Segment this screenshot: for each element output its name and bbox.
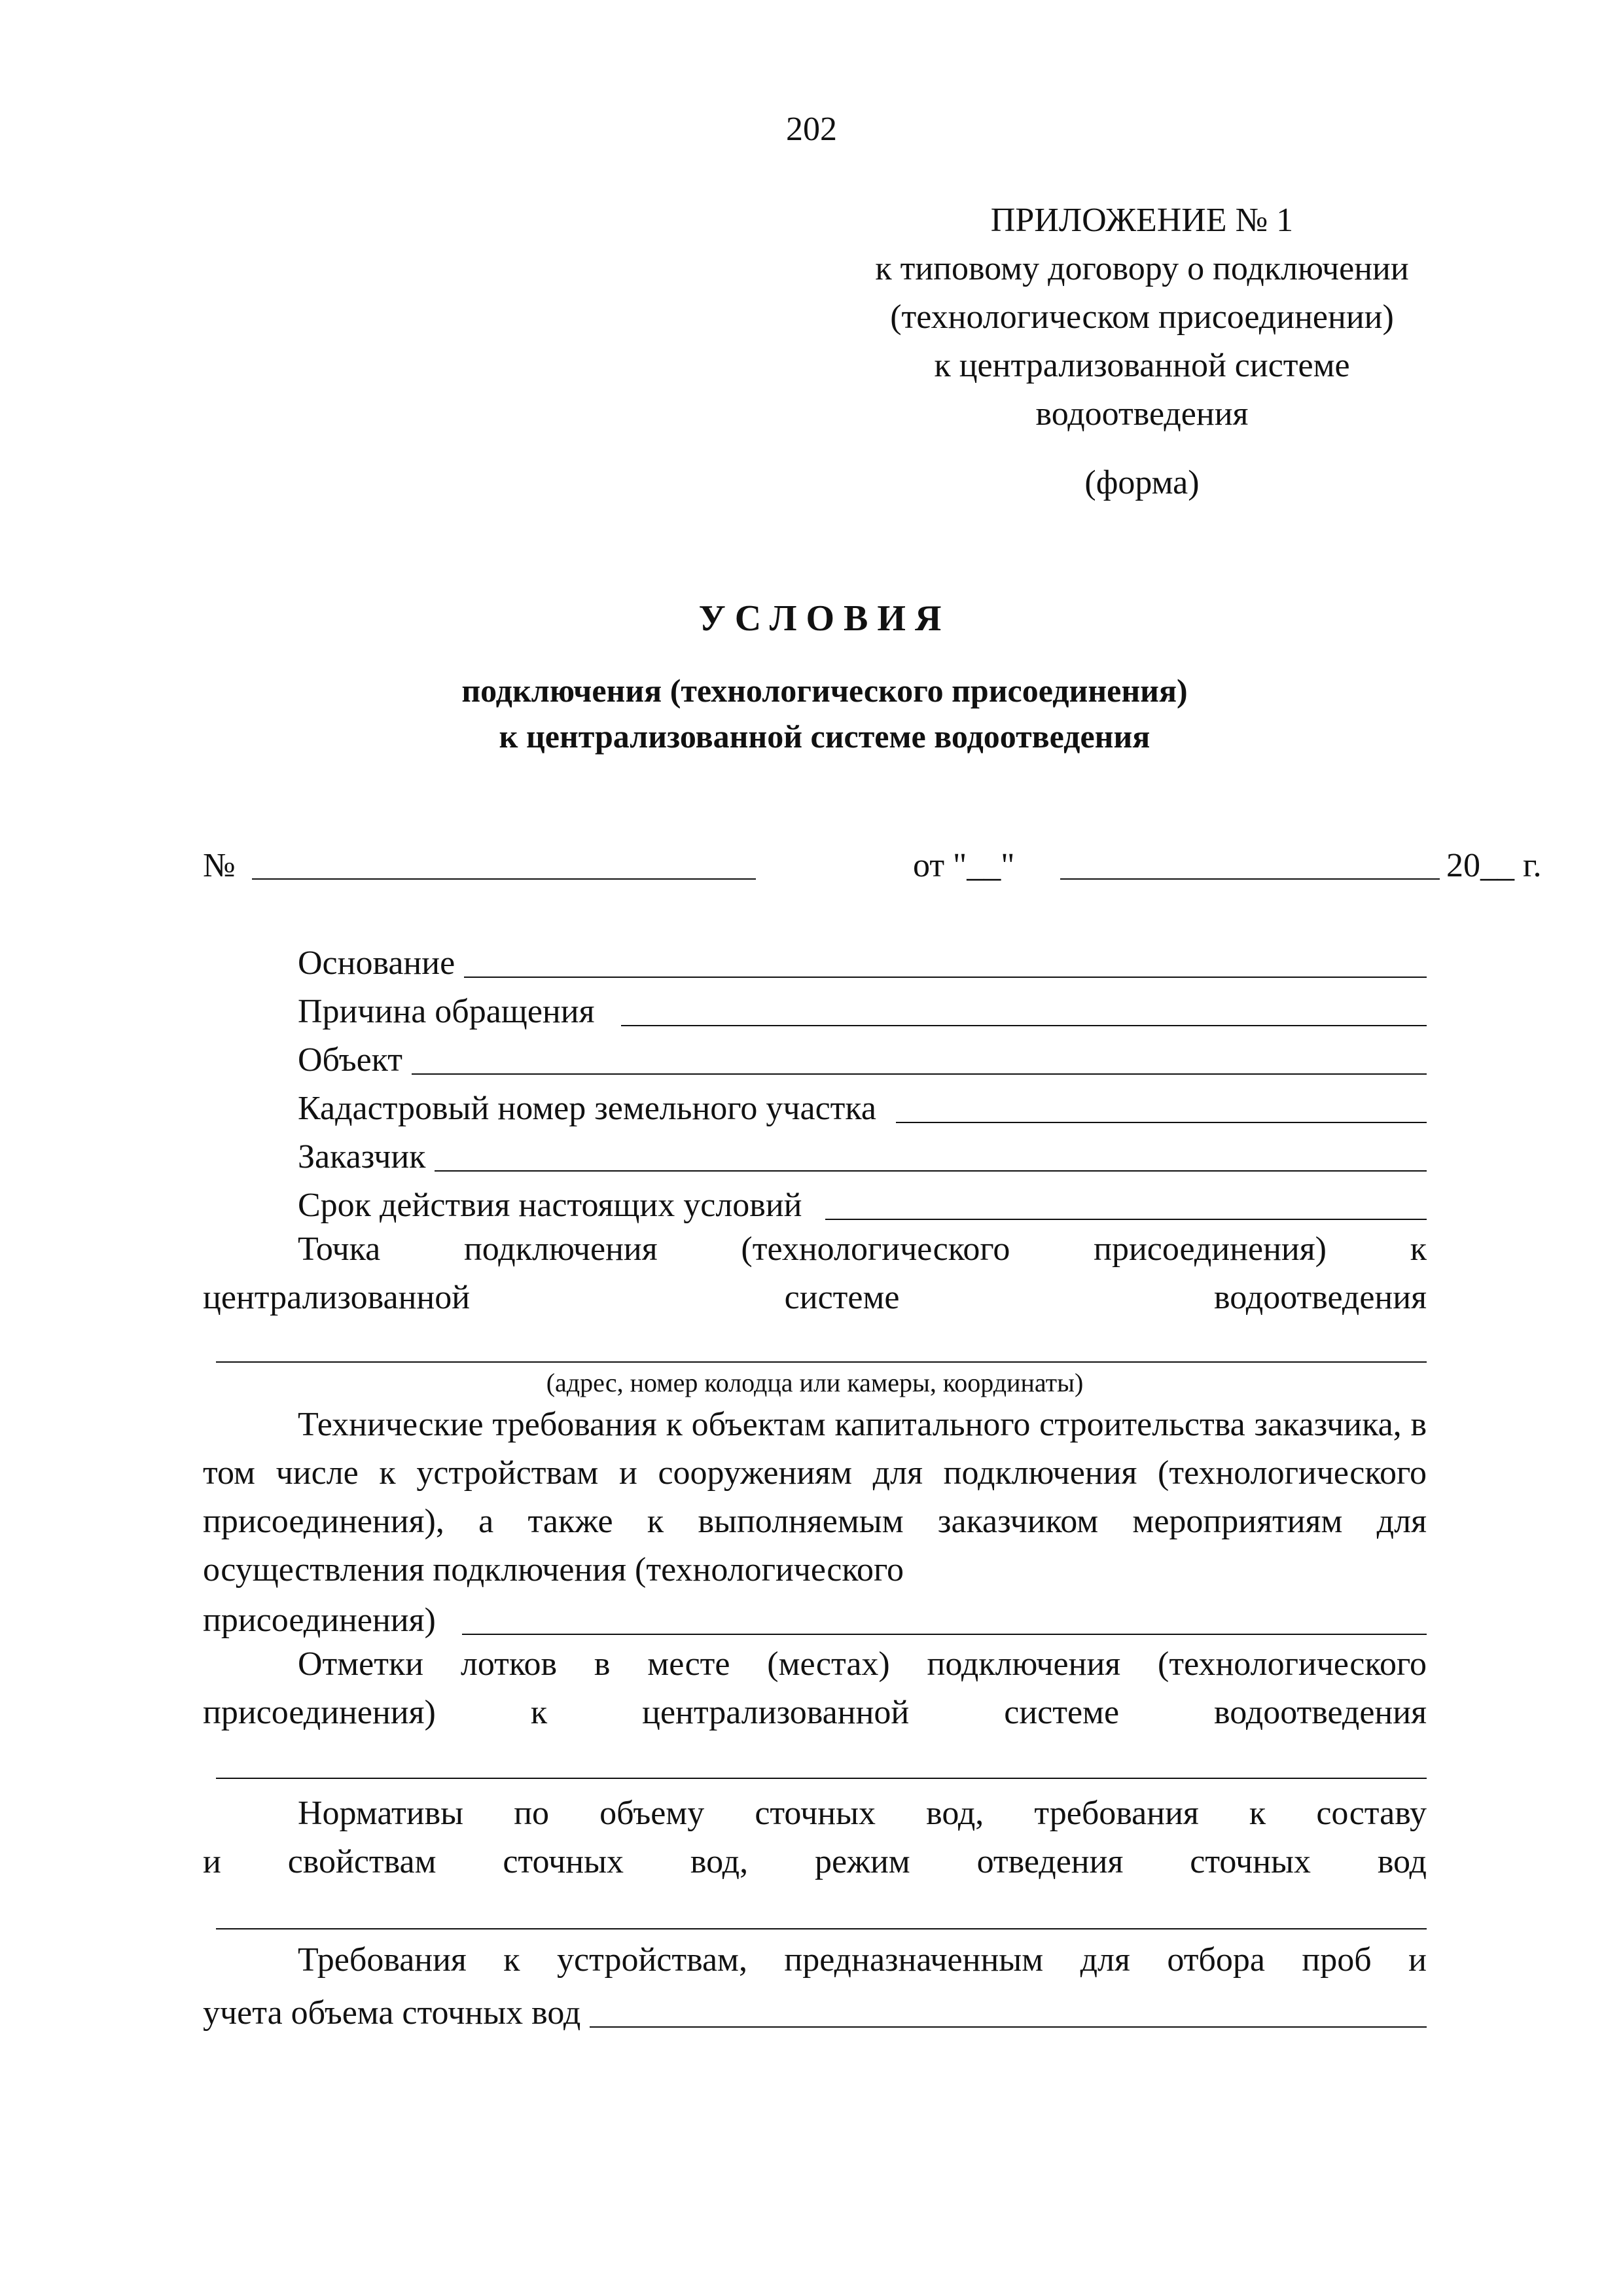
norms-line-1: Нормативы по объему сточных вод, требования к составу (298, 1795, 1427, 1832)
connection-point-line-1: Точка подключения (технологического присоединения) к (298, 1230, 1427, 1268)
document-subtitle (0, 668, 1623, 759)
field-validity-blank[interactable] (825, 1219, 1427, 1220)
field-cadastral-blank[interactable] (896, 1122, 1427, 1123)
field-validity-label: Срок действия настоящих условий (298, 1187, 802, 1224)
appendix-line-3: (технологическом присоединении) (890, 298, 1394, 336)
field-customer-blank[interactable] (435, 1170, 1427, 1172)
field-cadastral (298, 1083, 1427, 1130)
form-label: (форма) (1084, 464, 1200, 501)
field-object-label: Объект (298, 1041, 402, 1079)
field-reason-label: Причина обращения (298, 993, 595, 1030)
connection-point-blank[interactable] (216, 1361, 1427, 1363)
field-customer (298, 1131, 1427, 1178)
connection-point-line-2: централизованной системе водоотведения (203, 1279, 1427, 1316)
number-blank[interactable] (252, 878, 756, 880)
page-number: 202 (786, 111, 837, 148)
document-title: УСЛОВИЯ (698, 598, 951, 639)
field-object-blank[interactable] (412, 1073, 1427, 1075)
sampling-last-line (203, 1987, 1427, 2034)
appendix-line-2: к типовому договору о подключении (875, 250, 1409, 287)
number-sign: № (203, 847, 236, 884)
technical-requirements-blank[interactable] (462, 1634, 1427, 1635)
date-month-blank[interactable] (1060, 878, 1440, 880)
subtitle-line-1: подключения (технологического присоединения) (461, 672, 1188, 709)
connection-point-caption: (адрес, номер колодца или камеры, координаты) (546, 1368, 1084, 1397)
technical-requirements-text: Технические требования к объектам капитального строительства заказчика, в том числе к устройствам и сооружениям для подключения (технологического присоединения), а также к выполняемым заказчиком мероприятиям для осуществления подключения (технологического (203, 1406, 1427, 1588)
date-from-label: от "__" (913, 847, 1015, 884)
field-validity (298, 1179, 1427, 1227)
field-basis-blank[interactable] (464, 977, 1427, 978)
field-basis-label: Основание (298, 944, 455, 982)
field-basis (298, 937, 1427, 984)
appendix-header (772, 196, 1512, 439)
norms-line-2: и свойствам сточных вод, режим отведения сточных вод (203, 1843, 1427, 1880)
appendix-line-4: к централизованной системе (934, 347, 1350, 384)
tray-marks-line-1: Отметки лотков в месте (местах) подключения (технологического (298, 1645, 1427, 1683)
year-label: 20__ г. (1446, 847, 1542, 884)
technical-requirements-last-line (203, 1594, 1427, 1641)
field-customer-label: Заказчик (298, 1138, 426, 1175)
sampling-line-1: Требования к устройствам, предназначенным для отбора проб и (298, 1941, 1427, 1979)
appendix-line-1: ПРИЛОЖЕНИЕ № 1 (990, 202, 1294, 239)
sampling-blank[interactable] (590, 2026, 1427, 2028)
field-reason-blank[interactable] (621, 1025, 1427, 1026)
subtitle-line-2: к централизованной системе водоотведения (499, 718, 1150, 755)
sampling-line-2: учета объема сточных вод (203, 1994, 581, 2032)
tray-marks-line-2: присоединения) к централизованной системе водоотведения (203, 1694, 1427, 1731)
field-object (298, 1034, 1427, 1081)
number-date-row (203, 844, 1542, 890)
technical-requirements-last-label: присоединения) (203, 1602, 436, 1639)
field-reason (298, 986, 1427, 1033)
appendix-line-5: водоотведения (1035, 395, 1249, 433)
field-cadastral-label: Кадастровый номер земельного участка (298, 1090, 876, 1127)
tray-marks-blank[interactable] (216, 1778, 1427, 1779)
norms-blank[interactable] (216, 1928, 1427, 1929)
